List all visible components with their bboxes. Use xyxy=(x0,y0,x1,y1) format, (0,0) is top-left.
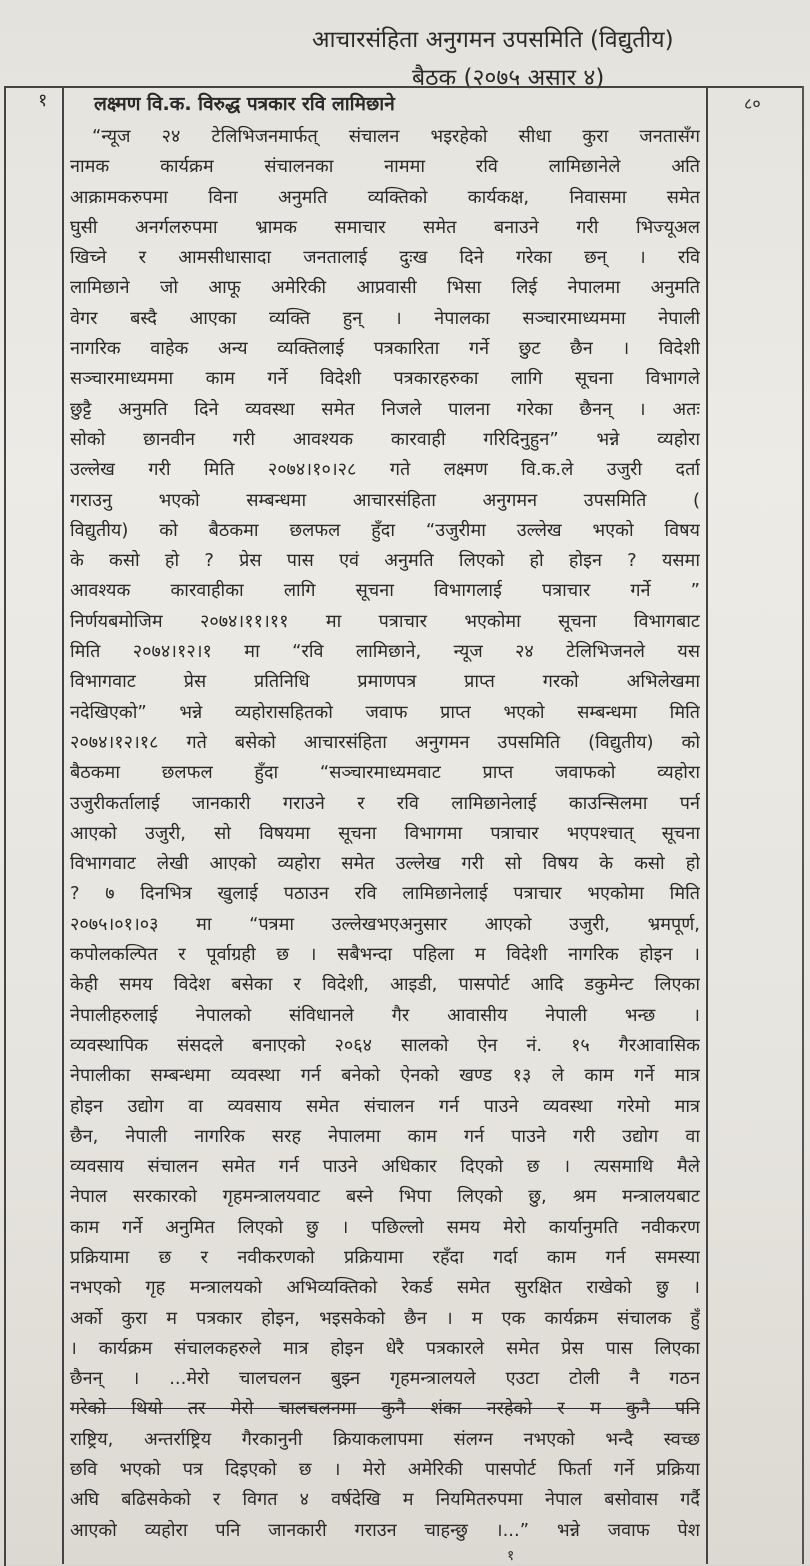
text-line: व्यवसाय संचालन समेत गर्न पाउने अधिकार दिएको छ । त्यसमाथि मैले xyxy=(70,1156,700,1178)
text-line: नेपाल सरकारको गृहमन्त्रालयवाट बस्ने भिपा लिएको छु, श्रम मन्त्रालयबाट xyxy=(70,1186,700,1208)
header-title: आचारसंहिता अनुगमन उपसमिति (विद्युतीय) xyxy=(312,27,674,53)
text-line: नदेखिएको” भन्ने व्यहोरासहितको जवाफ प्राप्त भएको सम्बन्धमा मिति xyxy=(70,701,700,723)
text-line: नेपालीहरुलाई नेपालको संविधानले गैर आवासीय नेपाली भन्छ । xyxy=(70,1004,700,1026)
header-meeting-date: बैठक (२०७५ असार ४) xyxy=(412,65,605,91)
text-line: व्यवस्थापिक संसदले बनाएको २०६४ सालको ऐन नं. १५ गैरआवासिक xyxy=(70,1034,700,1056)
text-line: आवश्यक कारवाहीका लागि सूचना विभागलाई पत्राचार गर्ने ” xyxy=(70,580,700,602)
text-line: राष्ट्रिय, अन्तर्राष्ट्रिय गैरकानुनी क्रियाकलापमा संलग्न नभएको भन्दै स्वच्छ xyxy=(70,1428,700,1450)
text-line: के कसो हो ? प्रेस पास एवं अनुमति लिएको हो होइन ? यसमा xyxy=(70,550,700,572)
text-line: नभएको गृह मन्त्रालयको अभिव्यक्तिको रेकर्ड समेत सुरक्षित राखेको छु । xyxy=(70,1277,700,1299)
text-line: काम गर्ने अनुमित लिएको छु । पछिल्लो समय मेरो कार्यानुमति नवीकरण xyxy=(70,1216,700,1238)
text-line: लामिछाने जो आफू अमेरिकी आप्रवासी भिसा लिई नेपालमा अनुमति xyxy=(70,277,700,299)
text-line: विभागवाट प्रेस प्रतिनिधि प्रमाणपत्र प्राप्त गरको अभिलेखमा xyxy=(70,671,700,693)
text-line: गरेको थियो तर मेरो चालचलनमा कुनै शंका नरहेको र म कुनै पनि xyxy=(70,1398,700,1420)
text-line: उजुरीकर्तालाई जानकारी गराउने र रवि लामिछानेलाई काउन्सिलमा पर्न xyxy=(70,792,700,814)
text-line: २०७४।१२।१८ गते बसेको आचारसंहिता अनुगमन उपसमिति (विद्युतीय) को xyxy=(70,731,700,753)
case-body-text xyxy=(70,122,700,1546)
text-line: आएको उजुरी, सो विषयमा सूचना विभागमा पत्राचार भएपश्चात् सूचना xyxy=(70,822,700,844)
text-line: छैनन् । ...मेरो चालचलन बुझ्न गृहमन्त्रालयले एउटा टोली नै गठन xyxy=(70,1368,700,1390)
text-line: सोको छानवीन गरी आवश्यक कारवाही गरिदिनुहुन” भन्ने व्यहोरा xyxy=(70,428,700,450)
text-line: नेपालीका सम्बन्धमा व्यवस्था गर्न बनेको ऐनको खण्ड १३ ले काम गर्ने मात्र xyxy=(70,1065,700,1087)
text-line: छुट्टै अनुमति दिने व्यवस्था समेत निजले पालना गरेका छैनन् । अतः xyxy=(70,398,700,420)
text-line: आक्रामकरुपमा विना अनुमति व्यक्तिको कार्यकक्ष, निवासमा समेत xyxy=(70,186,700,208)
text-line: आएको व्यहोरा पनि जानकारी गराउन चाहन्छु ।...” भन्ने जवाफ पेश xyxy=(70,1519,700,1541)
text-line: वेगर बस्दै आएका व्यक्ति हुन् । नेपालका सञ्चारमाध्यममा नेपाली xyxy=(70,307,700,329)
row-page-reference: ८० xyxy=(744,94,761,113)
text-line: निर्णयबमोजिम २०७४।११।११ मा पत्राचार भएकोमा सूचना विभागबाट xyxy=(70,610,700,632)
text-line: खिच्ने र आमसीधासादा जनतालाई दुःख दिने गरेका छन् । रवि xyxy=(70,247,700,269)
page-number: १ xyxy=(507,1548,515,1564)
case-title: लक्ष्मण वि.क. विरुद्ध पत्रकार रवि लामिछाने xyxy=(94,93,395,115)
text-line: उल्लेख गरी मिति २०७४।१०।२८ गते लक्ष्मण वि.क.ले उजुरी दर्ता xyxy=(70,459,700,481)
row-serial-number: १ xyxy=(38,90,48,111)
text-line: छवि भएको पत्र दिइएको छ । मेरो अमेरिकी पासपोर्ट फिर्ता गर्ने प्रक्रिया xyxy=(70,1459,700,1481)
text-line: मिति २०७४।१२।१ मा “रवि लामिछाने, न्यूज २४ टेलिभिजनले यस xyxy=(70,641,700,663)
text-line: “न्यूज २४ टेलिभिजनमार्फत् संचालन भइरहेको सीधा कुरा जनतासँग xyxy=(92,126,700,147)
text-line: सञ्चारमाध्यममा काम गर्ने विदेशी पत्रकारहरुका लागि सूचना विभागले xyxy=(70,368,700,390)
column-divider-ref xyxy=(706,86,708,1564)
table-right-border xyxy=(802,86,804,1564)
text-line: छैन, नेपाली नागरिक सरह नेपालमा काम गर्न पाउने गरी उद्योग वा xyxy=(70,1125,700,1147)
text-line: विद्युतीय) को बैठकमा छलफल हुँदा “उजुरीमा उल्लेख भएको विषय xyxy=(70,519,700,541)
text-line: ? ७ दिनभित्र खुलाई पठाउन रवि लामिछानेलाई पत्राचार भएकोमा मिति xyxy=(70,883,700,905)
text-line: केही समय विदेश बसेका र विदेशी, आइडी, पासपोर्ट आदि डकुमेन्ट लिएका xyxy=(70,974,700,996)
text-line: नामक कार्यक्रम संचालनका नाममा रवि लामिछानेले अति xyxy=(70,156,700,178)
text-line: प्रक्रियामा छ र नवीकरणको प्रक्रियामा रहँदा गर्दा काम गर्न समस्या xyxy=(70,1246,700,1268)
text-line: बैठकमा छलफल हुँदा “सञ्चारमाध्यमवाट प्राप्त जवाफको व्यहोरा xyxy=(70,762,700,784)
text-line: । कार्यक्रम संचालकहरुले मात्र होइन धेरै पत्रकारले समेत प्रेस पास लिएका xyxy=(70,1337,700,1359)
text-line: अर्को कुरा म पत्रकार होइन, भइसकेको छैन । म एक कार्यक्रम संचालक हुँ xyxy=(70,1307,700,1329)
text-line: नागरिक वाहेक अन्य व्यक्तिलाई पत्रकारिता गर्ने छुट छैन । विदेशी xyxy=(70,338,700,360)
text-line: कपोलकल्पित र पूर्वाग्रही छ । सबैभन्दा पहिला म विदेशी नागरिक होइन । xyxy=(70,944,700,966)
text-line: अघि बढिसकेको र विगत ४ वर्षदेखि म नियमितरुपमा नेपाल बसोवास गर्दै xyxy=(70,1489,700,1511)
text-line: गराउनु भएको सम्बन्धमा आचारसंहिता अनुगमन उपसमिति ( xyxy=(70,489,700,511)
column-divider-serial xyxy=(62,86,64,1564)
text-line: होइन उद्योग वा व्यवसाय समेत संचालन गर्न पाउने व्यवस्था गरेमो मात्र xyxy=(70,1095,700,1117)
text-line: विभागवाट लेखी आएको व्यहोरा समेत उल्लेख गरी सो विषय के कसो हो xyxy=(70,853,700,875)
text-line: २०७५।०१।०३ मा “पत्रमा उल्लेखभएअनुसार आएको उजुरी, भ्रमपूर्ण, xyxy=(70,913,700,935)
text-line: घुसी अनर्गलरुपमा भ्रामक समाचार समेत बनाउने गरी भिज्यूअल xyxy=(70,216,700,238)
